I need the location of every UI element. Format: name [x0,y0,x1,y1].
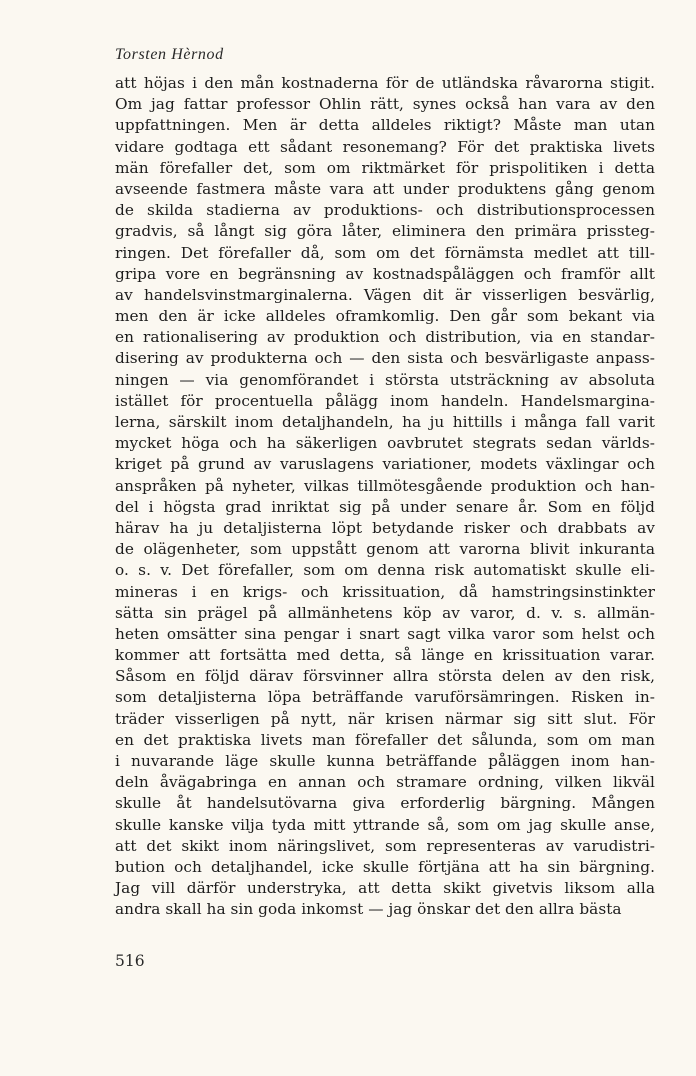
text-line: avseende fastmera måste vara att under produktens gång genom [115,179,655,198]
text-line: träder visserligen på nytt, när krisen närmar sig sitt slut. För [115,709,655,728]
text-line: de skilda stadierna av produktions- och distributionsprocessen [115,201,655,220]
text-line: men den är icke alldeles oframkomlig. Den går som bekant via [115,307,655,326]
text-line: ringen. Det förefaller då, som om det förnämsta medlet att till- [115,243,655,262]
text-line: disering av produkterna och — den sista och besvärligaste anpass- [115,349,655,368]
text-line: skulle åt handelsutövarna giva erforderlig bärgning. Mången [115,794,655,813]
text-line: män förefaller det, som om riktmärket för prispolitiken i detta [115,158,655,177]
text-line: att det skikt inom näringslivet, som representeras av varudistri- [115,836,655,855]
text-line: kriget på grund av varuslagens variationer, modets växlingar och [115,455,655,474]
text-line: mycket höga och ha säkerligen oavbrutet stegrats sedan världs- [115,434,655,453]
running-head: Torsten Hèrnod [115,46,224,63]
text-line: härav ha ju detaljisterna löpt betydande risker och drabbats av [115,518,655,537]
text-line: kommer att fortsätta med detta, så länge en krissituation varar. [115,646,655,665]
text-line: som detaljisterna löpa beträffande varuförsämringen. Risken in- [115,688,655,707]
text-line: gradvis, så långt sig göra låter, eliminera den primära prissteg- [115,222,655,241]
body-text [115,73,655,921]
text-line: andra skall ha sin goda inkomst — jag önskar det den allra bästa [115,900,622,919]
text-line: av handelsvinstmarginalerna. Vägen dit är visserligen besvärlig, [115,285,655,304]
text-line: vidare godtaga ett sådant resonemang? För det praktiska livets [115,137,655,156]
text-line: Om jag fattar professor Ohlin rätt, synes också han vara av den [115,95,655,114]
text-line: sätta sin prägel på allmänhetens köp av varor, d. v. s. allmän- [115,603,655,622]
text-line: lerna, särskilt inom detaljhandeln, ha ju hittills i många fall varit [115,413,655,431]
text-line: gripa vore en begränsning av kostnadspåläggen och framför allt [115,264,655,283]
text-line: bution och detaljhandel, icke skulle förtjäna att ha sin bärgning. [115,857,655,876]
page-number: 516 [115,952,145,970]
text-line: anspråken på nyheter, vilkas tillmötesgående produktion och han- [115,476,655,495]
text-line: Såsom en följd därav försvinner allra största delen av den risk, [115,667,655,686]
text-line: o. s. v. Det förefaller, som om denna risk automatiskt skulle eli- [115,561,655,580]
text-line: de olägenheter, som uppstått genom att varorna blivit inkuranta [115,540,655,559]
text-line: ningen — via genomförandet i största utsträckning av absoluta [115,370,655,389]
text-line: uppfattningen. Men är detta alldeles riktigt? Måste man utan [115,116,655,135]
text-line: i nuvarande läge skulle kunna beträffande påläggen inom han- [115,752,655,770]
text-line: deln åvägabringa en annan och stramare ordning, vilken likväl [115,773,655,792]
text-line: en rationalisering av produktion och distribution, via en standar- [115,328,655,347]
text-line: mineras i en krigs- och krissituation, då hamstringsinstinkter [115,582,655,601]
text-line: att höjas i den mån kostnaderna för de utländska råvarorna stigit. [115,74,655,92]
text-line: Jag vill därför understryka, att detta skikt givetvis liksom alla [115,879,655,898]
text-line: skulle kanske vilja tyda mitt yttrande så, som om jag skulle anse, [115,815,655,834]
text-line: en det praktiska livets man förefaller det sålunda, som om man [115,730,655,749]
text-line: heten omsätter sina pengar i snart sagt vilka varor som helst och [115,624,655,643]
text-line: istället för procentuella pålägg inom handeln. Handelsmargina- [115,391,655,410]
text-line: del i högsta grad inriktat sig på under senare år. Som en följd [115,497,655,516]
